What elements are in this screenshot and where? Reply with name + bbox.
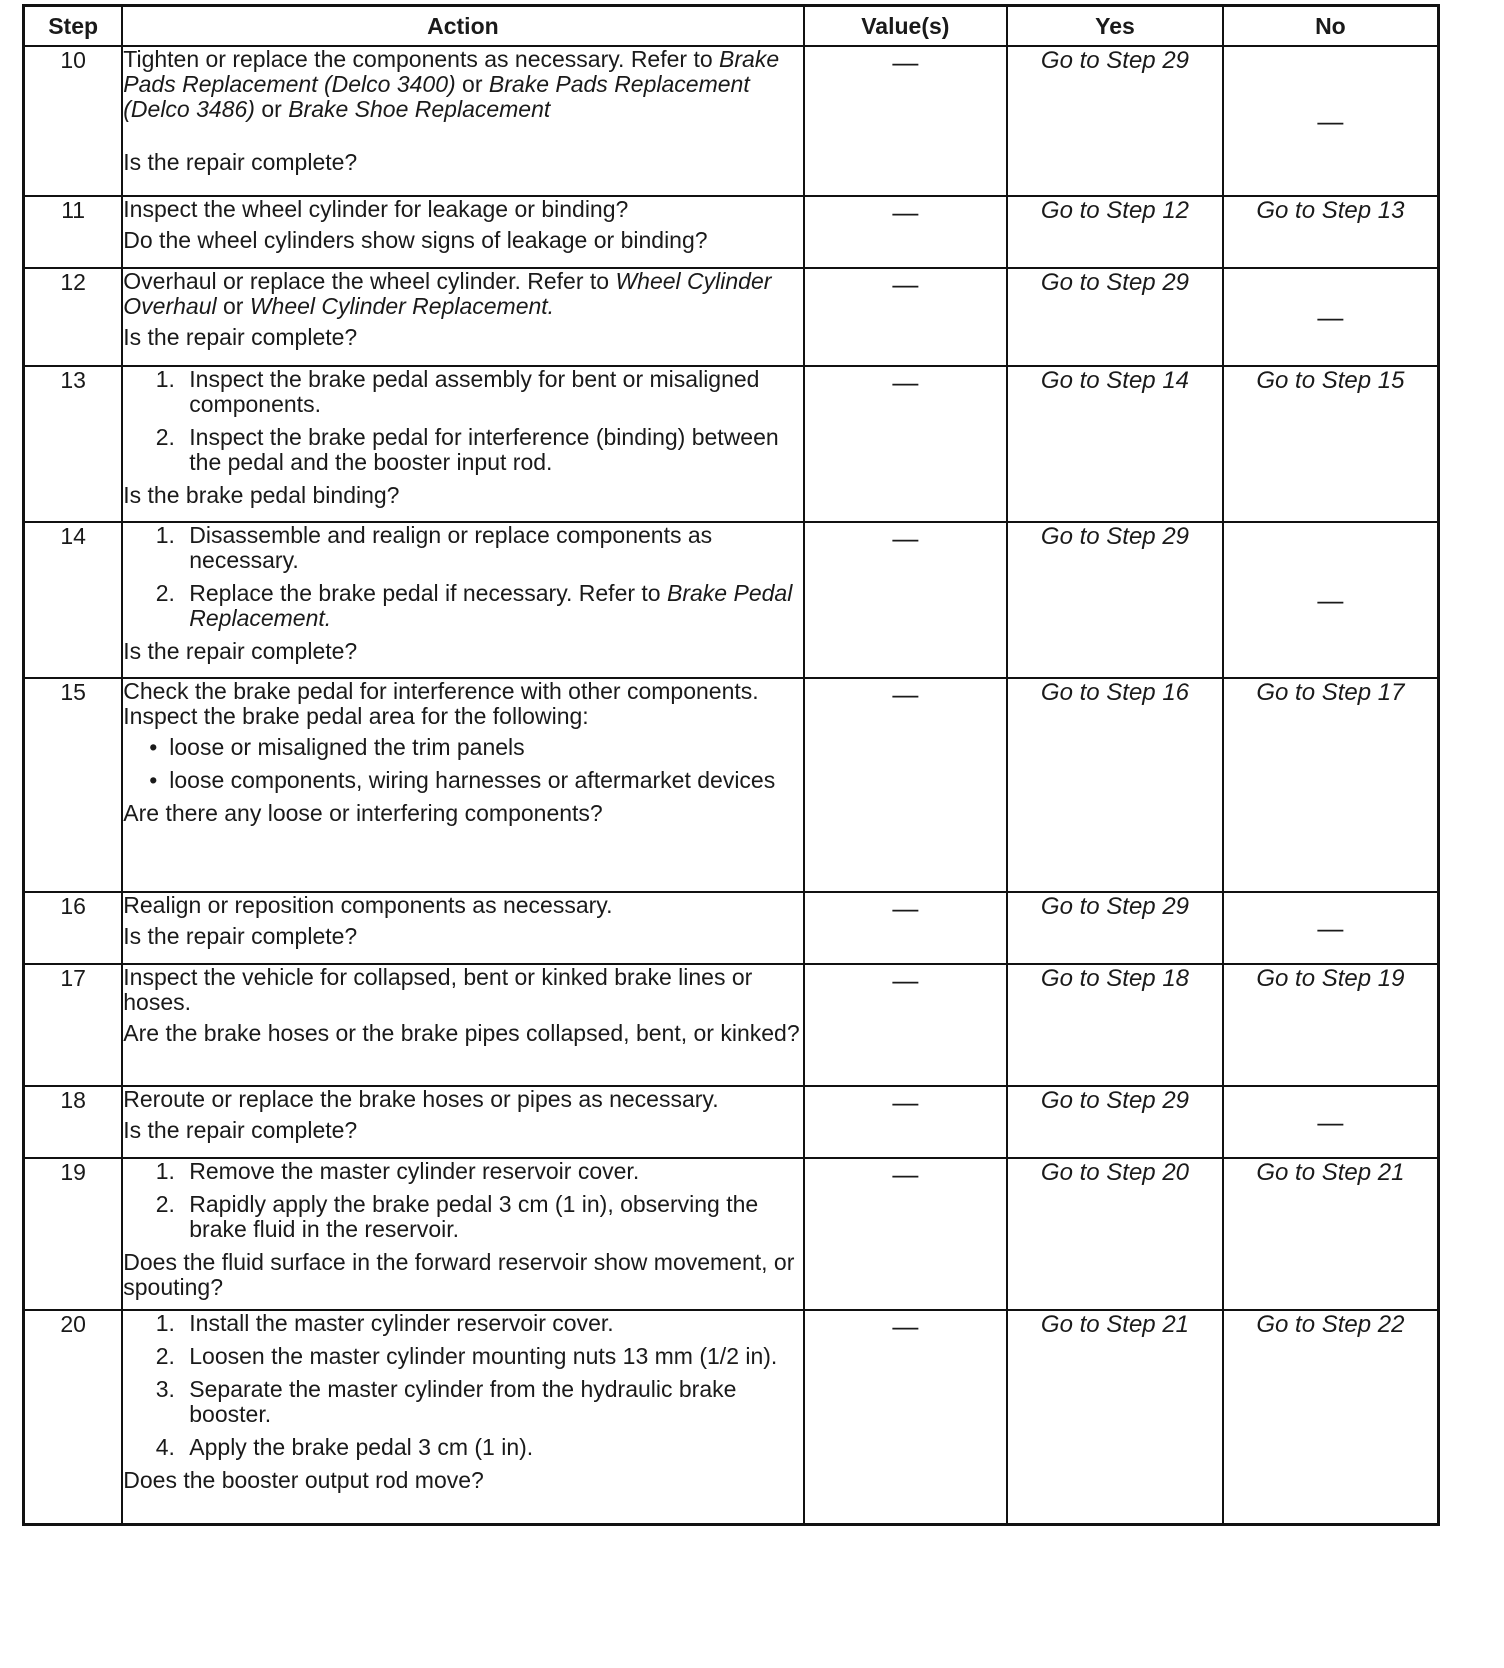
action-question: Is the repair complete?	[123, 149, 358, 175]
no-cell: —	[1223, 46, 1439, 196]
action-question: Are the brake hoses or the brake pipes collapsed, bent, or kinked?	[123, 1020, 800, 1046]
action-text: Inspect the wheel cylinder for leakage or binding?	[123, 196, 629, 222]
yes-cell: Go to Step 18	[1007, 964, 1223, 1086]
list-item: 4. Apply the brake pedal 3 cm (1 in).	[181, 1435, 802, 1460]
action-text: Check the brake pedal for interference with other components. Inspect the brake pedal area for the following:	[123, 678, 759, 729]
no-cell: Go to Step 13	[1223, 196, 1439, 268]
action-cell	[122, 268, 803, 366]
action-text: Tighten or replace the components as necessary. Refer to Brake Pads Replacement (Delco 3400) or Brake Pads Replacement (Delco 3486) or Brake Shoe Replacement	[123, 46, 780, 122]
action-cell	[122, 46, 803, 196]
reference-link: Brake Pads Replacement (Delco 3486)	[123, 71, 750, 122]
yes-cell: Go to Step 12	[1007, 196, 1223, 268]
table-row	[24, 1310, 1439, 1524]
step-number: 17	[24, 964, 123, 1086]
action-question: Is the repair complete?	[123, 638, 358, 664]
table-row	[24, 1086, 1439, 1158]
step-number: 18	[24, 1086, 123, 1158]
action-cell	[122, 1158, 803, 1310]
list-item: • loose components, wiring harnesses or aftermarket devices	[149, 767, 776, 793]
step-number: 20	[24, 1310, 123, 1524]
step-number: 15	[24, 678, 123, 892]
bullet-list	[123, 735, 802, 793]
action-cell	[122, 1310, 803, 1524]
list-item: 2. Loosen the master cylinder mounting nuts 13 mm (1/2 in).	[181, 1344, 802, 1369]
header-action: Action	[122, 6, 803, 47]
value-cell: —	[804, 1086, 1008, 1158]
header-yes: Yes	[1007, 6, 1223, 47]
bullet-icon: •	[149, 734, 158, 760]
list-item: 1. Inspect the brake pedal assembly for bent or misaligned components.	[181, 367, 802, 417]
no-cell: Go to Step 21	[1223, 1158, 1439, 1310]
table-row	[24, 196, 1439, 268]
action-cell	[122, 522, 803, 678]
action-question: Does the fluid surface in the forward reservoir show movement, or spouting?	[123, 1249, 795, 1300]
value-cell: —	[804, 1310, 1008, 1524]
action-cell	[122, 366, 803, 522]
bullet-icon: •	[149, 767, 158, 793]
numbered-list	[123, 1159, 802, 1242]
yes-cell: Go to Step 16	[1007, 678, 1223, 892]
list-item: 2. Replace the brake pedal if necessary. Refer to Brake Pedal Replacement.	[181, 581, 802, 631]
table-row	[24, 892, 1439, 964]
step-number: 11	[24, 196, 123, 268]
yes-cell: Go to Step 14	[1007, 366, 1223, 522]
table-row	[24, 964, 1439, 1086]
list-item: 3. Separate the master cylinder from the hydraulic brake booster.	[181, 1377, 802, 1427]
action-cell	[122, 196, 803, 268]
action-cell	[122, 964, 803, 1086]
action-question: Is the brake pedal binding?	[123, 482, 400, 508]
yes-cell: Go to Step 29	[1007, 1086, 1223, 1158]
header-no: No	[1223, 6, 1439, 47]
step-number: 19	[24, 1158, 123, 1310]
value-cell: —	[804, 366, 1008, 522]
no-cell: —	[1223, 892, 1439, 964]
reference-link: Brake Pedal Replacement.	[189, 580, 793, 631]
action-text: Inspect the vehicle for collapsed, bent or kinked brake lines or hoses.	[123, 964, 753, 1015]
action-cell	[122, 1086, 803, 1158]
list-item: 2. Rapidly apply the brake pedal 3 cm (1 in), observing the brake fluid in the reservoir.	[181, 1192, 802, 1242]
reference-link: Wheel Cylinder Replacement.	[249, 293, 555, 319]
step-number: 13	[24, 366, 123, 522]
reference-link: Brake Shoe Replacement	[288, 96, 551, 122]
table-row	[24, 1158, 1439, 1310]
table-row	[24, 268, 1439, 366]
action-text: Reroute or replace the brake hoses or pipes as necessary.	[123, 1086, 719, 1112]
no-cell: —	[1223, 268, 1439, 366]
numbered-list	[123, 1311, 802, 1460]
yes-cell: Go to Step 20	[1007, 1158, 1223, 1310]
no-cell: Go to Step 15	[1223, 366, 1439, 522]
action-question: Do the wheel cylinders show signs of leakage or binding?	[123, 227, 708, 253]
value-cell: —	[804, 678, 1008, 892]
action-cell	[122, 678, 803, 892]
reference-link: Wheel Cylinder Overhaul	[123, 268, 772, 319]
value-cell: —	[804, 268, 1008, 366]
action-question: Is the repair complete?	[123, 1117, 358, 1143]
list-item: • loose or misaligned the trim panels	[149, 734, 525, 760]
yes-cell: Go to Step 29	[1007, 46, 1223, 196]
numbered-list	[123, 523, 802, 631]
no-cell: Go to Step 17	[1223, 678, 1439, 892]
table-row	[24, 366, 1439, 522]
step-number: 14	[24, 522, 123, 678]
list-item: 1. Install the master cylinder reservoir cover.	[181, 1311, 802, 1336]
diagnostic-page	[22, 4, 1440, 1526]
header-values: Value(s)	[804, 6, 1008, 47]
list-item: 2. Inspect the brake pedal for interference (binding) between the pedal and the booster input rod.	[181, 425, 802, 475]
table-row	[24, 522, 1439, 678]
action-question: Does the booster output rod move?	[123, 1467, 484, 1493]
no-cell: Go to Step 22	[1223, 1310, 1439, 1524]
step-number: 12	[24, 268, 123, 366]
action-cell	[122, 892, 803, 964]
yes-cell: Go to Step 21	[1007, 1310, 1223, 1524]
numbered-list	[123, 367, 802, 475]
value-cell: —	[804, 892, 1008, 964]
action-text: Overhaul or replace the wheel cylinder. Refer to Wheel Cylinder Overhaul or Wheel Cylinder Replacement.	[123, 268, 772, 319]
no-cell: —	[1223, 1086, 1439, 1158]
action-question: Is the repair complete?	[123, 923, 358, 949]
table-row	[24, 678, 1439, 892]
value-cell: —	[804, 964, 1008, 1086]
yes-cell: Go to Step 29	[1007, 892, 1223, 964]
step-number: 10	[24, 46, 123, 196]
action-question: Is the repair complete?	[123, 324, 358, 350]
value-cell: —	[804, 522, 1008, 678]
yes-cell: Go to Step 29	[1007, 522, 1223, 678]
no-cell: Go to Step 19	[1223, 964, 1439, 1086]
value-cell: —	[804, 46, 1008, 196]
no-cell: —	[1223, 522, 1439, 678]
table-row	[24, 46, 1439, 196]
reference-link: Brake Pads Replacement (Delco 3400)	[123, 46, 780, 97]
list-item: 1. Remove the master cylinder reservoir cover.	[181, 1159, 802, 1184]
diagnostic-table	[22, 4, 1440, 1526]
step-number: 16	[24, 892, 123, 964]
action-question: Are there any loose or interfering components?	[123, 800, 603, 826]
value-cell: —	[804, 1158, 1008, 1310]
header-step: Step	[24, 6, 123, 47]
list-item: 1. Disassemble and realign or replace components as necessary.	[181, 523, 802, 573]
action-text: Realign or reposition components as necessary.	[123, 892, 613, 918]
yes-cell: Go to Step 29	[1007, 268, 1223, 366]
table-header-row	[24, 6, 1439, 47]
value-cell: —	[804, 196, 1008, 268]
